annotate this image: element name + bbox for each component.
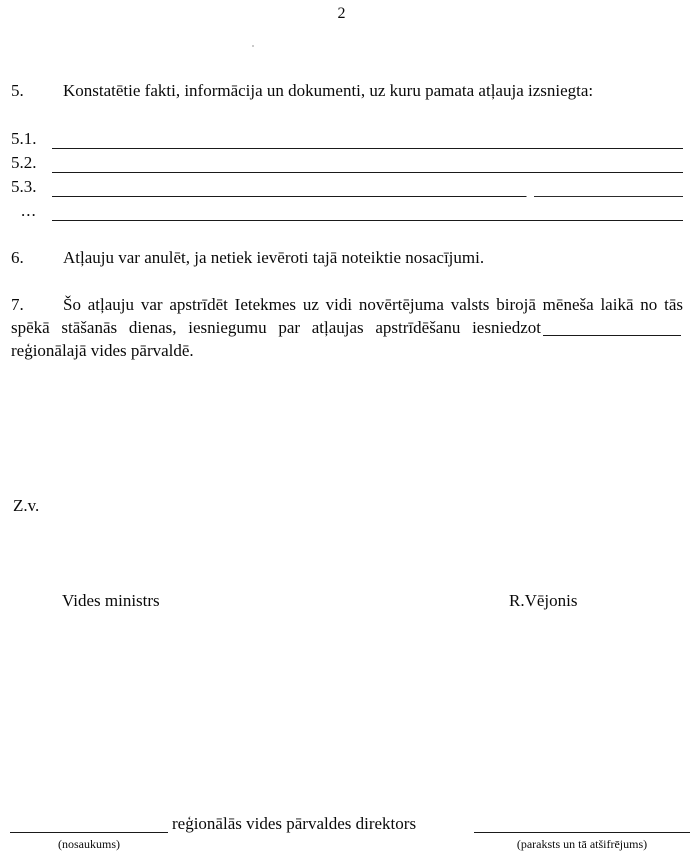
- clause-5-text: Konstatētie fakti, informācija un dokumenti, uz kuru pamata atļauja izsniegta:: [63, 81, 594, 100]
- list-item: [11, 152, 683, 176]
- subitem-fill-line-5-3[interactable]: [52, 196, 683, 197]
- subitem-label-5-1: 5.1.: [11, 129, 37, 148]
- clause-7-number: 7.: [11, 295, 24, 314]
- list-item: [11, 128, 683, 152]
- page-number: 2: [337, 5, 346, 22]
- clause-7-text-before-blank: Šo atļauju var apstrīdēt Ietekmes uz vidi novērtējuma valsts birojā mēneša laikā no tās spēkā stāšanās dienas, iesniegumu par atļaujas apstrīdēšanu iesniedzot: [11, 295, 683, 337]
- clause-6-text: Atļauju var anulēt, ja netiek ievēroti tajā noteiktie nosacījumi.: [63, 248, 485, 267]
- clause-6-number: 6.: [11, 248, 24, 267]
- footer-signatory-row: [0, 590, 700, 614]
- authority-name-signature-line[interactable]: [10, 832, 168, 833]
- subitem-label-5-2: 5.2.: [11, 153, 37, 172]
- caption-paraksts-atsifrejums: (paraksts un tā atšifrējums): [516, 837, 648, 851]
- clause-5: [11, 79, 635, 102]
- signatory-role-label: reģionālās vides pārvaldes direktors: [172, 814, 417, 833]
- clause-7: [11, 293, 683, 362]
- clause-7-text-after-blank: reģionālajā vides pārvaldē.: [11, 341, 194, 360]
- subitem-fill-line-5-1[interactable]: [52, 148, 683, 149]
- subitem-fill-line-5-2[interactable]: [52, 172, 683, 173]
- caption-nosaukums: (nosaukums): [58, 837, 120, 851]
- list-item: [11, 200, 683, 224]
- clause-5-number: 5.: [11, 81, 24, 100]
- subitem-label-ellipsis: ...: [21, 201, 37, 220]
- footer-minister-role: Vides ministrs: [62, 591, 160, 610]
- stamp-place-note: Z.v.: [13, 496, 40, 515]
- list-item: [11, 176, 683, 200]
- subitem-fill-line-ellipsis[interactable]: [52, 220, 683, 221]
- clause-6: [11, 246, 683, 269]
- clause-5-subitem-list: [11, 128, 683, 224]
- subitem-label-5-3: 5.3.: [11, 177, 37, 196]
- signature-line[interactable]: [474, 832, 690, 833]
- scan-artifact-speck: [252, 45, 254, 47]
- regional-authority-blank-field[interactable]: [543, 335, 681, 336]
- footer-minister-name: R.Vējonis: [509, 591, 578, 610]
